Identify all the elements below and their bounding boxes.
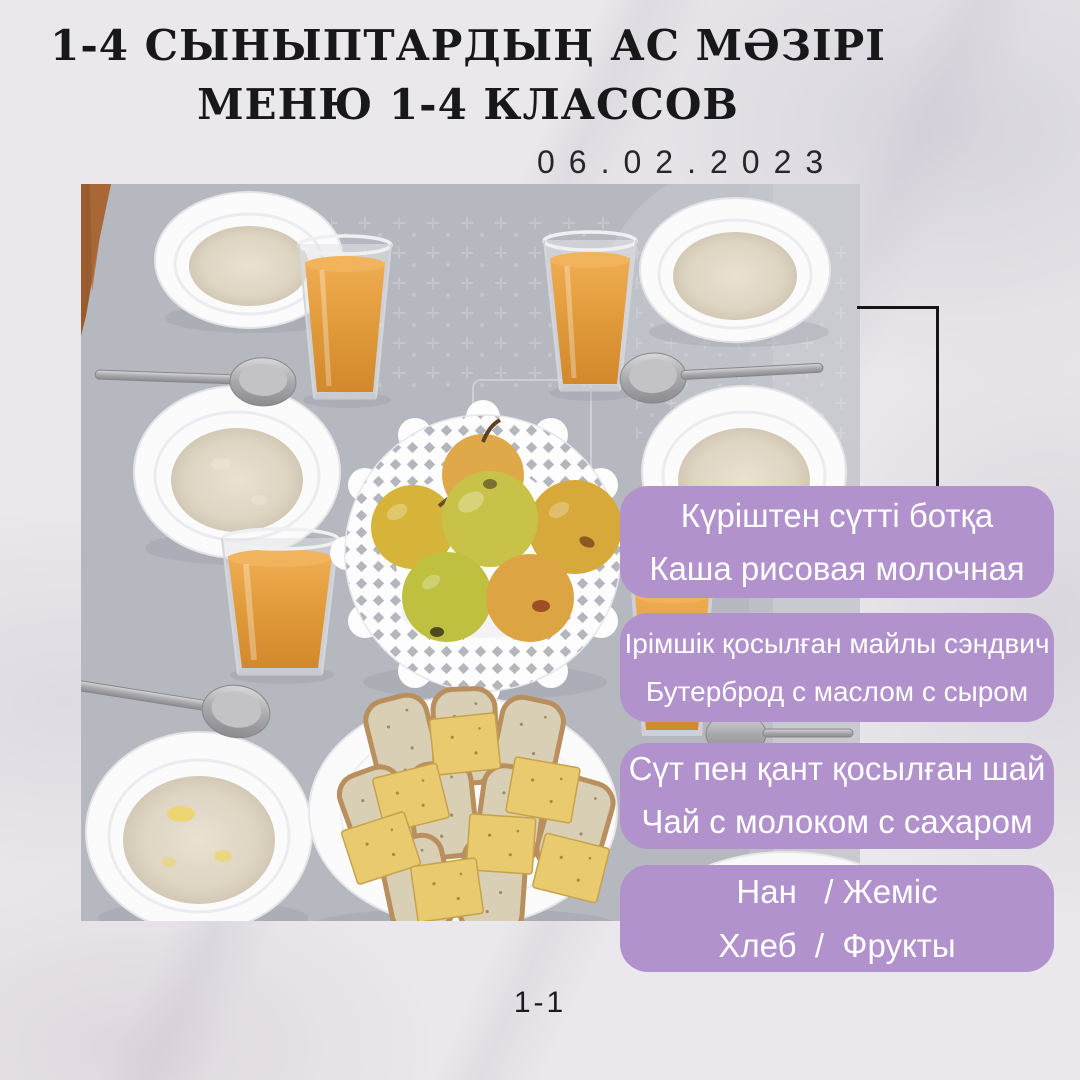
title-line-kazakh: 1-4 СЫНЫПТАРДЫҢ АС МӘЗІРІ	[50, 21, 886, 70]
juice-glass-top-right	[544, 232, 636, 390]
menu-item-ru-label: Чай с молоком с сахаром	[641, 803, 1033, 840]
menu-item-kk-label: Ірімшік қосылған майлы сэндвич	[624, 628, 1050, 660]
connector-line-horizontal	[857, 306, 939, 309]
title-line-russian: МЕНЮ 1-4 КЛАССОВ	[197, 80, 739, 129]
page-title	[0, 16, 936, 134]
juice-glass-bottom-left	[222, 529, 338, 674]
juice-glass-top-left	[299, 236, 391, 398]
menu-item-kk-label: Күріштен сүтті ботқа	[680, 496, 994, 534]
menu-item-kk-label: Сүт пен қант қосылған шай	[628, 750, 1046, 788]
menu-item-ru-label: Хлеб / Фрукты	[718, 926, 956, 964]
menu-item-kk-label: Нан / Жеміс	[736, 873, 938, 911]
menu-item-bread-fruit	[620, 865, 1054, 972]
connector-line-vertical	[936, 306, 939, 488]
menu-item-porridge	[620, 486, 1054, 598]
menu-item-ru-label: Каша рисовая молочная	[649, 550, 1025, 587]
porridge-bowl-bottom-left	[86, 732, 312, 921]
menu-item-tea	[620, 743, 1054, 849]
menu-date: 06.02.2023	[537, 144, 838, 180]
menu-item-ru-label: Бутерброд с маслом с сыром	[645, 675, 1029, 707]
menu-item-sandwich	[620, 613, 1054, 722]
class-label: 1-1	[513, 986, 567, 1019]
porridge-bowl-top-right	[640, 198, 830, 342]
